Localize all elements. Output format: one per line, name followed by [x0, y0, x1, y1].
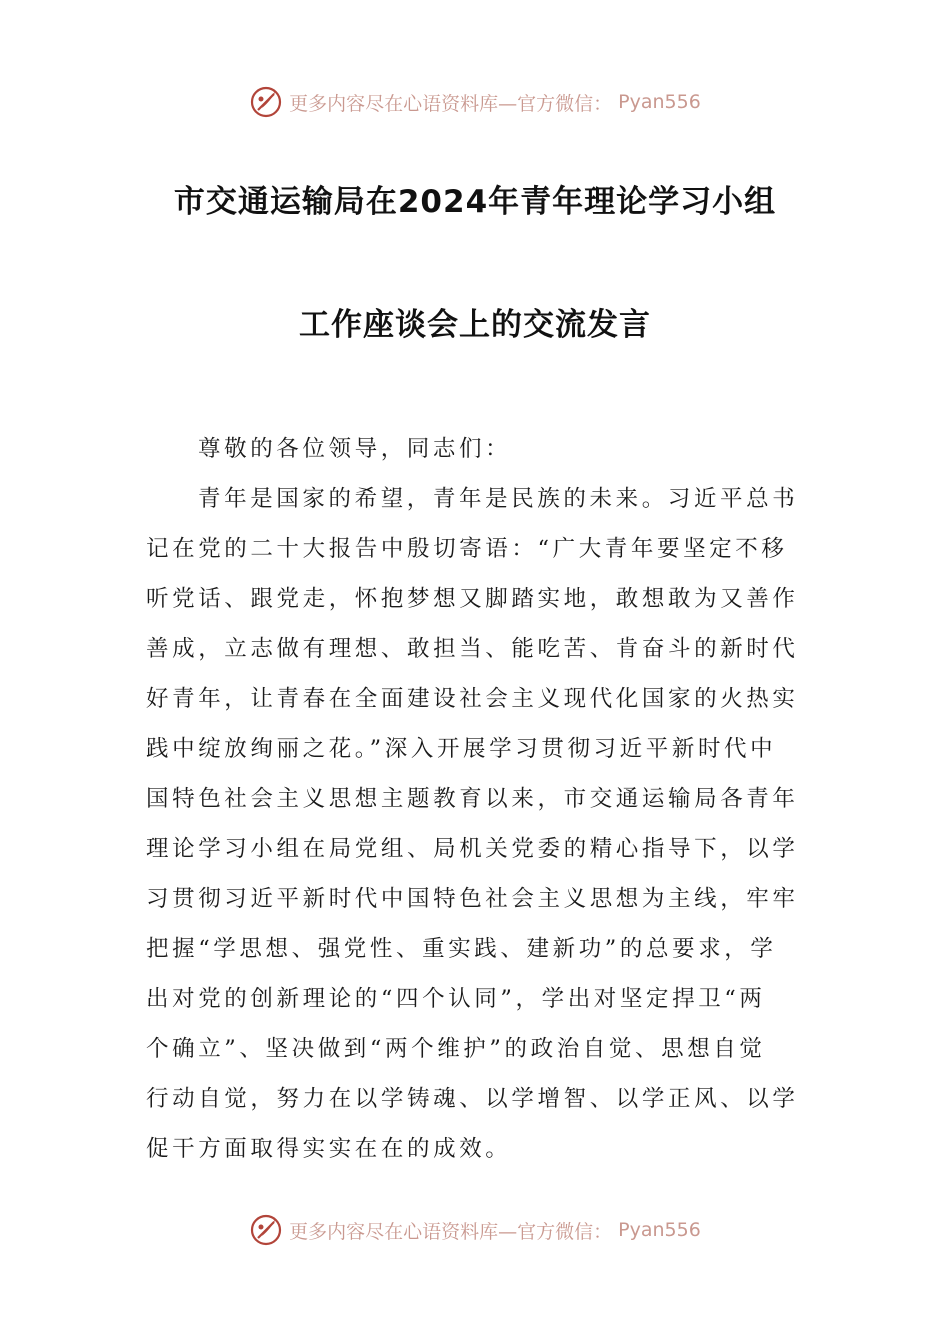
paragraph-line: 善成，立志做有理想、敢担当、能吃苦、肯奋斗的新时代 — [146, 636, 799, 662]
document-title-line-1: 市交通运输局在2024年青年理论学习小组 — [173, 184, 777, 220]
watermark-text: 更多内容尽在心语资料库—官方微信： — [289, 92, 613, 115]
quill-logo-icon — [249, 85, 283, 119]
paragraph-line: 习贯彻习近平新时代中国特色社会主义思想为主线，牢牢 — [146, 886, 799, 912]
paragraph-line: 把握“学思想、强党性、重实践、建新功”的总要求，学 — [146, 936, 777, 962]
quill-logo-icon — [249, 1213, 283, 1247]
document-title-line-2: 工作座谈会上的交流发言 — [299, 307, 651, 343]
watermark-wechat-id: Pyan556 — [618, 1219, 701, 1241]
watermark-footer — [0, 1208, 950, 1252]
salutation: 尊敬的各位领导，同志们： — [198, 436, 512, 462]
paragraph-line: 个确立”、坚决做到“两个维护”的政治自觉、思想自觉 — [146, 1036, 766, 1062]
paragraph-line: 好青年，让青春在全面建设社会主义现代化国家的火热实 — [146, 686, 799, 712]
paragraph-line: 促干方面取得实实在在的成效。 — [146, 1136, 512, 1162]
paragraph-line: 践中绽放绚丽之花。”深入开展学习贯彻习近平新时代中 — [146, 736, 777, 762]
watermark-text: 更多内容尽在心语资料库—官方微信： — [289, 1220, 613, 1243]
paragraph-line: 国特色社会主义思想主题教育以来，市交通运输局各青年 — [146, 786, 799, 812]
document-body — [146, 424, 806, 1174]
paragraph-line: 行动自觉，努力在以学铸魂、以学增智、以学正风、以学 — [146, 1086, 799, 1112]
watermark-header — [0, 80, 950, 124]
paragraph-line: 青年是国家的希望，青年是民族的未来。习近平总书 — [198, 486, 799, 512]
paragraph-line: 理论学习小组在局党组、局机关党委的精心指导下，以学 — [146, 836, 799, 862]
paragraph-line: 听党话、跟党走，怀抱梦想又脚踏实地，敢想敢为又善作 — [146, 586, 799, 612]
watermark-wechat-id: Pyan556 — [618, 91, 701, 113]
paragraph-line: 出对党的创新理论的“四个认同”，学出对坚定捍卫“两 — [146, 986, 766, 1012]
paragraph-line: 记在党的二十大报告中殷切寄语：“广大青年要坚定不移 — [146, 536, 788, 562]
